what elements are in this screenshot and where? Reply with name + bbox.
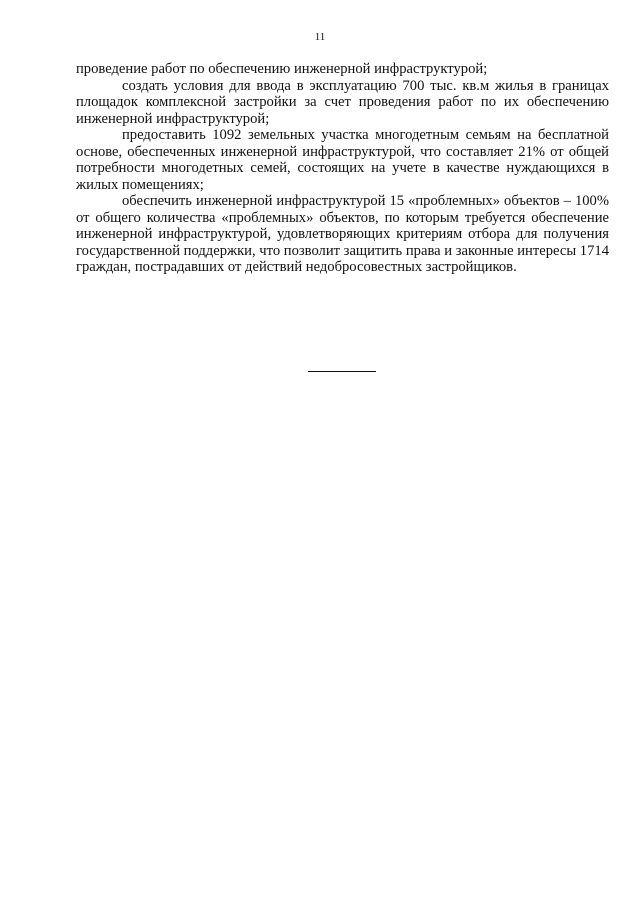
page-number: 11: [314, 31, 326, 43]
paragraph-2: создать условия для ввода в эксплуатацию 700 тыс. кв.м жилья в границах площадок комплексной застройки за счет проведения работ по их обеспечению инженерной инфраструктурой;: [76, 77, 609, 127]
document-body: [76, 61, 609, 276]
paragraph-1: проведение работ по обеспечению инженерной инфраструктурой;: [76, 61, 488, 77]
end-separator-line: [308, 371, 376, 372]
paragraph-3: предоставить 1092 земельных участка многодетным семьям на бесплатной основе, обеспеченных инженерной инфраструктурой, что составляет 21% от общей потребности многодетных семей, состоящих на учете в качестве нуждающихся в жилых помещениях;: [76, 127, 609, 193]
paragraph-4: обеспечить инженерной инфраструктурой 15 «проблемных» объектов – 100% от общего количества «проблемных» объектов, по которым требуется обеспечение инженерной инфраструктурой, удовлетворяющих критериям отбора для получения государственной поддержки, что позволит защитить права и законные интересы 1714 граждан, пострадавших от действий недобросовестных застройщиков.: [76, 193, 609, 275]
